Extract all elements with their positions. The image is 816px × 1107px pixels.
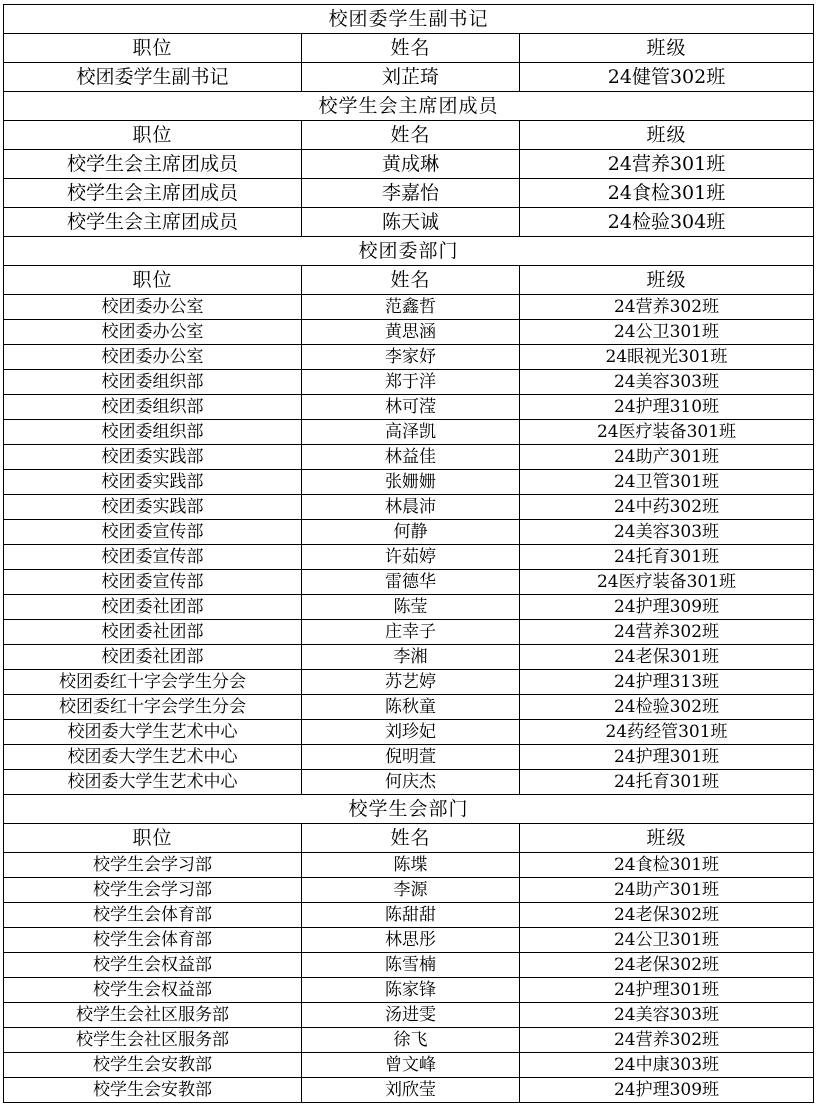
section-title: 校团委部门 [4, 237, 814, 266]
cell-position: 校团委社团部 [4, 645, 302, 670]
cell-position: 校学生会社区服务部 [4, 1003, 302, 1028]
cell-class: 24药经管301班 [520, 720, 814, 745]
cell-class: 24营养301班 [520, 150, 814, 179]
cell-name: 陈秋童 [302, 695, 520, 720]
cell-class: 24营养302班 [520, 620, 814, 645]
column-header-row [4, 121, 814, 150]
cell-name: 陈堞 [302, 853, 520, 878]
cell-class: 24检验302班 [520, 695, 814, 720]
table-row [4, 878, 814, 903]
table-row [4, 295, 814, 320]
table-row [4, 1003, 814, 1028]
table-row [4, 670, 814, 695]
cell-class: 24中康303班 [520, 1053, 814, 1078]
cell-class: 24中药302班 [520, 495, 814, 520]
cell-class: 24营养302班 [520, 295, 814, 320]
cell-class: 24食检301班 [520, 179, 814, 208]
table-row [4, 395, 814, 420]
table-row [4, 695, 814, 720]
cell-name: 李源 [302, 878, 520, 903]
cell-position: 校团委红十字会学生分会 [4, 695, 302, 720]
column-header-row [4, 266, 814, 295]
header-class: 班级 [520, 266, 814, 295]
header-name: 姓名 [302, 34, 520, 63]
table-row [4, 595, 814, 620]
header-position: 职位 [4, 824, 302, 853]
cell-name: 李湘 [302, 645, 520, 670]
cell-name: 陈雪楠 [302, 953, 520, 978]
cell-name: 林思彤 [302, 928, 520, 953]
cell-position: 校学生会体育部 [4, 928, 302, 953]
cell-name: 李嘉怡 [302, 179, 520, 208]
table-row [4, 320, 814, 345]
column-header-row [4, 824, 814, 853]
section-title-row [4, 795, 814, 824]
cell-name: 刘珍妃 [302, 720, 520, 745]
header-name: 姓名 [302, 121, 520, 150]
header-class: 班级 [520, 824, 814, 853]
cell-class: 24护理301班 [520, 978, 814, 1003]
cell-class: 24医疗装备301班 [520, 420, 814, 445]
cell-position: 校团委办公室 [4, 320, 302, 345]
cell-class: 24卫管301班 [520, 470, 814, 495]
cell-position: 校团委大学生艺术中心 [4, 720, 302, 745]
table-row [4, 978, 814, 1003]
cell-name: 何静 [302, 520, 520, 545]
cell-class: 24护理313班 [520, 670, 814, 695]
cell-name: 何庆杰 [302, 770, 520, 795]
cell-name: 黄成琳 [302, 150, 520, 179]
roster-table [3, 4, 814, 1103]
header-class: 班级 [520, 34, 814, 63]
cell-name: 苏艺婷 [302, 670, 520, 695]
cell-position: 校学生会学习部 [4, 878, 302, 903]
cell-class: 24护理309班 [520, 1078, 814, 1103]
cell-position: 校团委宣传部 [4, 545, 302, 570]
table-row [4, 645, 814, 670]
cell-name: 倪明萱 [302, 745, 520, 770]
cell-class: 24公卫301班 [520, 320, 814, 345]
section-title: 校学生会主席团成员 [4, 92, 814, 121]
section-title-row [4, 237, 814, 266]
cell-position: 校学生会权益部 [4, 978, 302, 1003]
cell-position: 校学生会权益部 [4, 953, 302, 978]
header-class: 班级 [520, 121, 814, 150]
cell-name: 陈家锋 [302, 978, 520, 1003]
cell-position: 校学生会学习部 [4, 853, 302, 878]
cell-position: 校团委组织部 [4, 395, 302, 420]
cell-position: 校团委大学生艺术中心 [4, 770, 302, 795]
cell-position: 校团委组织部 [4, 370, 302, 395]
cell-name: 徐飞 [302, 1028, 520, 1053]
table-row [4, 420, 814, 445]
table-row [4, 620, 814, 645]
table-row [4, 179, 814, 208]
table-row [4, 495, 814, 520]
table-row [4, 570, 814, 595]
cell-name: 陈天诚 [302, 208, 520, 237]
cell-name: 汤进雯 [302, 1003, 520, 1028]
cell-position: 校学生会安教部 [4, 1053, 302, 1078]
header-position: 职位 [4, 266, 302, 295]
cell-position: 校学生会体育部 [4, 903, 302, 928]
cell-position: 校团委宣传部 [4, 520, 302, 545]
cell-position: 校团委社团部 [4, 595, 302, 620]
cell-class: 24食检301班 [520, 853, 814, 878]
cell-position: 校团委宣传部 [4, 570, 302, 595]
table-row [4, 345, 814, 370]
cell-class: 24眼视光301班 [520, 345, 814, 370]
cell-name: 雷德华 [302, 570, 520, 595]
table-row [4, 470, 814, 495]
section-title: 校学生会部门 [4, 795, 814, 824]
cell-name: 林晨沛 [302, 495, 520, 520]
table-row [4, 720, 814, 745]
cell-position: 校团委实践部 [4, 470, 302, 495]
cell-class: 24健管302班 [520, 63, 814, 92]
cell-name: 高泽凯 [302, 420, 520, 445]
cell-class: 24老保301班 [520, 645, 814, 670]
table-row [4, 208, 814, 237]
cell-class: 24美容303班 [520, 1003, 814, 1028]
cell-position: 校团委社团部 [4, 620, 302, 645]
cell-class: 24护理309班 [520, 595, 814, 620]
cell-class: 24公卫301班 [520, 928, 814, 953]
cell-position: 校团委组织部 [4, 420, 302, 445]
section-title: 校团委学生副书记 [4, 5, 814, 34]
cell-name: 陈莹 [302, 595, 520, 620]
cell-name: 郑于洋 [302, 370, 520, 395]
header-name: 姓名 [302, 824, 520, 853]
table-row [4, 520, 814, 545]
cell-position: 校团委大学生艺术中心 [4, 745, 302, 770]
cell-position: 校学生会主席团成员 [4, 150, 302, 179]
cell-position: 校学生会主席团成员 [4, 179, 302, 208]
cell-name: 范鑫哲 [302, 295, 520, 320]
cell-name: 刘欣莹 [302, 1078, 520, 1103]
table-row [4, 150, 814, 179]
column-header-row [4, 34, 814, 63]
cell-class: 24护理301班 [520, 745, 814, 770]
cell-class: 24检验304班 [520, 208, 814, 237]
cell-class: 24老保302班 [520, 953, 814, 978]
cell-name: 庄幸子 [302, 620, 520, 645]
cell-class: 24营养302班 [520, 1028, 814, 1053]
cell-position: 校学生会主席团成员 [4, 208, 302, 237]
table-row [4, 903, 814, 928]
section-title-row [4, 92, 814, 121]
cell-position: 校团委办公室 [4, 345, 302, 370]
table-row [4, 545, 814, 570]
cell-position: 校学生会社区服务部 [4, 1028, 302, 1053]
cell-class: 24助产301班 [520, 445, 814, 470]
cell-position: 校团委学生副书记 [4, 63, 302, 92]
cell-position: 校团委办公室 [4, 295, 302, 320]
cell-class: 24美容303班 [520, 370, 814, 395]
cell-name: 刘芷琦 [302, 63, 520, 92]
cell-position: 校学生会安教部 [4, 1078, 302, 1103]
table-row [4, 1028, 814, 1053]
table-row [4, 928, 814, 953]
table-row [4, 370, 814, 395]
cell-name: 张姗姗 [302, 470, 520, 495]
cell-name: 李家妤 [302, 345, 520, 370]
cell-name: 黄思涵 [302, 320, 520, 345]
table-row [4, 770, 814, 795]
cell-position: 校团委红十字会学生分会 [4, 670, 302, 695]
cell-name: 许茹婷 [302, 545, 520, 570]
cell-class: 24托育301班 [520, 770, 814, 795]
cell-class: 24助产301班 [520, 878, 814, 903]
cell-class: 24老保302班 [520, 903, 814, 928]
cell-position: 校团委实践部 [4, 445, 302, 470]
section-title-row [4, 5, 814, 34]
cell-class: 24托育301班 [520, 545, 814, 570]
header-position: 职位 [4, 121, 302, 150]
cell-class: 24护理310班 [520, 395, 814, 420]
table-row [4, 953, 814, 978]
cell-name: 陈甜甜 [302, 903, 520, 928]
table-row [4, 1053, 814, 1078]
table-row [4, 745, 814, 770]
cell-name: 林可滢 [302, 395, 520, 420]
table-row [4, 63, 814, 92]
cell-class: 24美容303班 [520, 520, 814, 545]
cell-name: 林益佳 [302, 445, 520, 470]
table-row [4, 445, 814, 470]
cell-position: 校团委实践部 [4, 495, 302, 520]
cell-class: 24医疗装备301班 [520, 570, 814, 595]
table-row [4, 1078, 814, 1103]
header-position: 职位 [4, 34, 302, 63]
table-row [4, 853, 814, 878]
header-name: 姓名 [302, 266, 520, 295]
cell-name: 曾文峰 [302, 1053, 520, 1078]
